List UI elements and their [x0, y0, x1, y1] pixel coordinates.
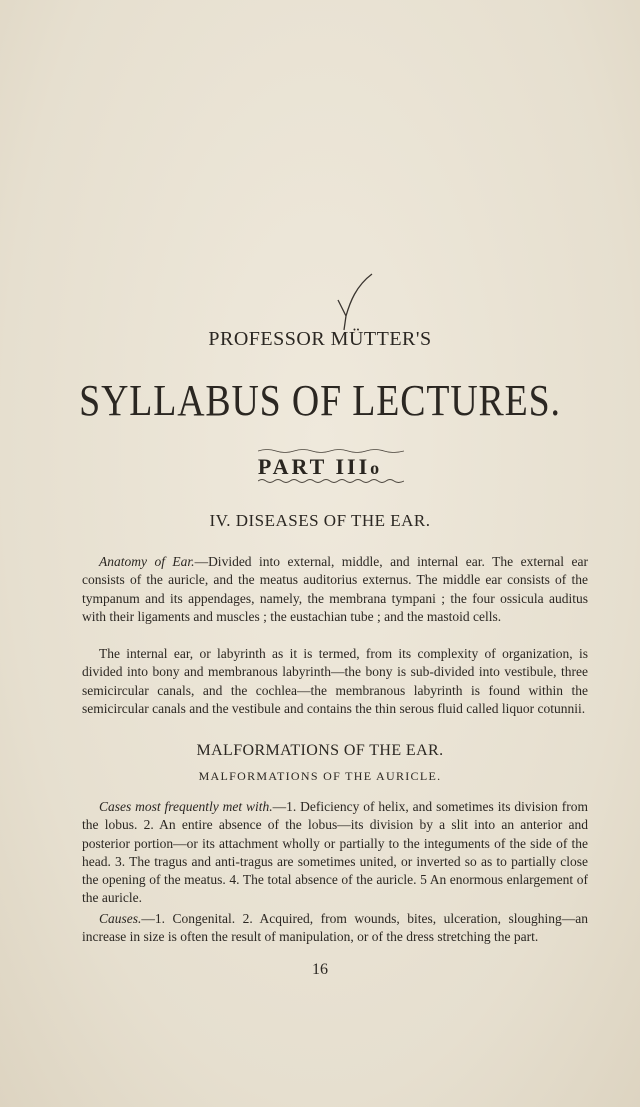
pencil-check-mark — [336, 272, 376, 332]
paragraph-lead: Anatomy of Ear. — [99, 554, 195, 569]
part-label: PART III — [257, 454, 371, 479]
page-number: 16 — [312, 961, 328, 978]
paragraph-cases — [82, 798, 588, 908]
paragraph-anatomy — [82, 553, 588, 626]
paragraph-causes — [82, 910, 588, 947]
author-heading: PROFESSOR MÜTTER'S — [208, 328, 432, 350]
part-suffix: o — [370, 458, 383, 478]
auricle-subheading: MALFORMATIONS OF THE AURICLE. — [198, 769, 442, 783]
paragraph-body: —Divided into external, middle, and internal ear. The external ear consists of the auricle, and the meatus auditorius externus. The middle ear consists of the tympanum and its appendages, namely, the membrana tympani ; the four ossicula auditus with their ligaments and muscles ; the eustachian tube ; and the mastoid cells. — [82, 554, 588, 624]
section-heading: IV. DISEASES OF THE EAR. — [209, 511, 431, 530]
paragraph-body: —1. Congenital. 2. Acquired, from wounds, bites, ulceration, sloughing—an increase in size is often the result of manipulation, or of the dress stretching the part. — [82, 911, 588, 945]
paragraph-lead: Cases most frequently met with. — [99, 799, 273, 814]
paragraph-lead: Causes. — [99, 911, 142, 926]
part-heading — [0, 454, 640, 480]
paragraph-body: —1. Deficiency of helix, and sometimes its division from the lobus. 2. An entire absence of the lobus—its division by a slit into an anterior and posterior portion—or its attachment wholly or partially to the integuments of the side of the head. 3. The tragus and anti-tragus are sometimes united, or inverted so as to partially close the opening of the meatus. 4. The total absence of the auricle. 5 An enormous enlargement of the auricle. — [82, 799, 588, 906]
paragraph-internal-ear — [82, 645, 588, 718]
ornamental-rule-bottom — [258, 478, 404, 484]
document-title: SYLLABUS OF LECTURES. — [79, 376, 561, 425]
malformations-heading: MALFORMATIONS OF THE EAR. — [196, 742, 444, 759]
paragraph-body: The internal ear, or labyrinth as it is termed, from its complexity of organization, is divided into bony and membranous labyrinth—the bony is sub-divided into vestibule, three semicircular canals, and the cochlea—the membranous labyrinth is found within the semicircular canals and the vestibule and contains the thin serous fluid called liquor cotunnii. — [82, 646, 588, 716]
